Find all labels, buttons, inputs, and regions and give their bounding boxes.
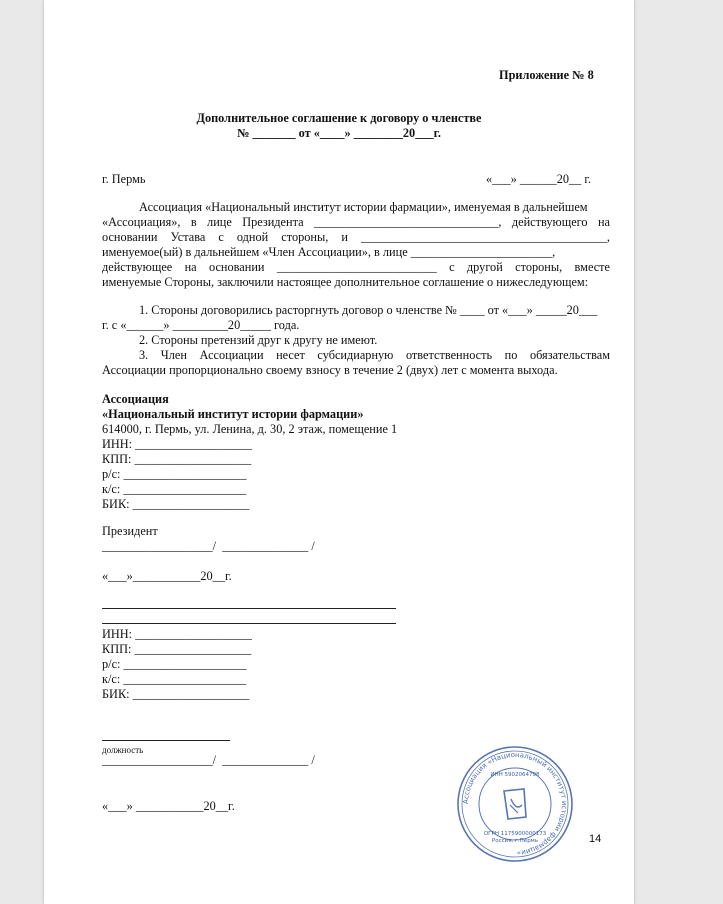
clause-3: 3. Член Ассоциации несет субсидиарную ответственность по обязательствам: [139, 348, 610, 362]
member-signature: __________________/ ______________ /: [102, 753, 315, 767]
association-rs: р/с: ____________________: [102, 467, 247, 481]
seal-ogrn: ОГРН 1175900000173: [483, 831, 547, 837]
position-line: [102, 740, 230, 741]
clause-3-cont: Ассоциации пропорционально своему взносу в течение 2 (двух) лет с момента выхода.: [102, 363, 558, 377]
association-ks: к/с: ____________________: [102, 482, 247, 496]
preamble-line: Ассоциация «Национальный институт истории фармации», именуемая в дальнейшем: [139, 200, 588, 214]
appendix-label: Приложение № 8: [499, 68, 594, 82]
member-inn: ИНН: ___________________: [102, 627, 252, 641]
member-kpp: КПП: ___________________: [102, 642, 252, 656]
city: г. Пермь: [102, 172, 146, 186]
member-bik: БИК: ___________________: [102, 687, 250, 701]
position-label: должность: [102, 745, 144, 755]
preamble-line: основании Устава с одной стороны, и ________________________________________,: [102, 230, 610, 244]
preamble-line: действующее на основании __________________________ с другой стороны, вместе: [102, 260, 610, 274]
association-full-name: «Национальный институт истории фармации»: [102, 407, 364, 421]
title-line-1: Дополнительное соглашение к договору о членстве: [196, 111, 482, 125]
president-signature: __________________/ ______________ /: [102, 539, 315, 553]
title-line-2: № _______ от «____» ________20___г.: [237, 126, 441, 140]
seal-inn: ИНН 5902064798: [490, 772, 540, 778]
member-name-line: [102, 608, 396, 609]
association-address: 614000, г. Пермь, ул. Ленина, д. 30, 2 этаж, помещение 1: [102, 422, 398, 436]
member-rs: р/с: ____________________: [102, 657, 247, 671]
association-kpp: КПП: ___________________: [102, 452, 252, 466]
association-sign-date: «___»___________20__г.: [102, 569, 232, 583]
preamble-line: «Ассоциация», в лице Президента ______________________________, действующего на: [102, 215, 610, 229]
seal-city: Россия, г.Пермь: [491, 838, 539, 844]
association-inn: ИНН: ___________________: [102, 437, 252, 451]
association-seal: [456, 745, 574, 863]
president-label: Президент: [102, 524, 158, 538]
seal-outer-text: Ассоциация «Национальный институт истории фармации»: [461, 750, 569, 858]
agreement-date: «___» ______20__ г.: [486, 172, 592, 186]
preamble-line: именуемые Стороны, заключили настоящее дополнительное соглашение о нижеследующем:: [102, 275, 589, 289]
member-ks: к/с: ____________________: [102, 672, 247, 686]
clause-1-cont: г. с «______» _________20_____ года.: [102, 318, 300, 332]
association-bik: БИК: ___________________: [102, 497, 250, 511]
association-name: Ассоциация: [102, 392, 169, 406]
preamble-line: именуемое(ый) в дальнейшем «Член Ассоциации», в лице _______________________,: [102, 245, 556, 259]
member-sign-date: «___» ___________20__г.: [102, 799, 235, 813]
page-number: 14: [589, 833, 602, 845]
clause-2: 2. Стороны претензий друг к другу не имеют.: [139, 333, 378, 347]
clause-1: 1. Стороны договорились расторгнуть договор о членстве № ____ от «___» _____20___: [139, 303, 598, 317]
member-name-line: [102, 623, 396, 624]
document-page: [44, 0, 634, 904]
